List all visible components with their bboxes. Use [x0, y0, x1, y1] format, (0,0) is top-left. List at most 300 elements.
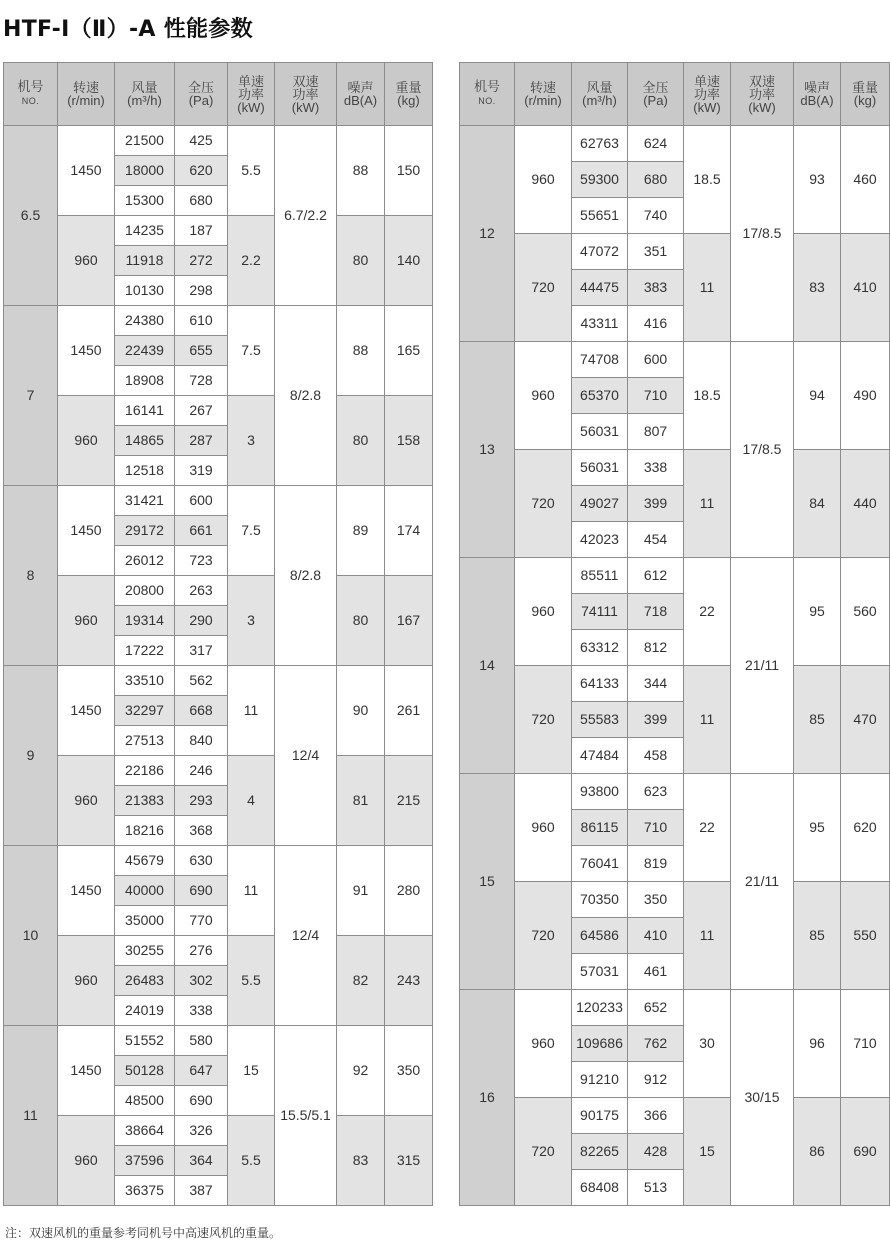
header-line: (r/min)	[67, 93, 105, 108]
pressure-value: 680	[628, 162, 684, 198]
pressure-value: 338	[175, 996, 228, 1026]
table-row	[4, 576, 433, 606]
airflow-value: 55651	[572, 198, 628, 234]
header-line: 功率	[693, 86, 720, 102]
weight-value: 174	[385, 486, 433, 576]
dual-speed-power: 8/2.8	[275, 306, 337, 486]
header-line: 单速	[237, 73, 264, 89]
pressure-value: 819	[628, 846, 684, 882]
single-speed-power: 18.5	[684, 126, 731, 234]
airflow-value: 22439	[115, 336, 175, 366]
noise-value: 91	[337, 846, 385, 936]
header-line: 重量	[851, 80, 878, 95]
footnote: 注：双速风机的重量参考同机号中高速风机的重量。	[5, 1226, 282, 1240]
airflow-value: 47484	[572, 738, 628, 774]
column-header	[228, 63, 275, 126]
airflow-value: 14865	[115, 426, 175, 456]
airflow-value: 51552	[115, 1026, 175, 1056]
single-speed-power: 15	[684, 1098, 731, 1206]
airflow-value: 10130	[115, 276, 175, 306]
header-line: 全压	[642, 80, 669, 95]
dual-speed-power: 21/11	[731, 774, 794, 990]
table-row	[460, 666, 890, 702]
airflow-value: 40000	[115, 876, 175, 906]
model-number: 13	[460, 342, 515, 558]
speed-rpm: 720	[515, 882, 572, 990]
table-row	[460, 234, 890, 270]
column-header	[115, 63, 175, 126]
noise-value: 95	[794, 558, 841, 666]
airflow-value: 26012	[115, 546, 175, 576]
single-speed-power: 30	[684, 990, 731, 1098]
pressure-value: 272	[175, 246, 228, 276]
airflow-value: 12518	[115, 456, 175, 486]
airflow-value: 15300	[115, 186, 175, 216]
header-line: (kW)	[693, 99, 721, 115]
single-speed-power: 22	[684, 774, 731, 882]
pressure-value: 652	[628, 990, 684, 1026]
airflow-value: 21383	[115, 786, 175, 816]
table-row	[4, 1116, 433, 1146]
pressure-value: 317	[175, 636, 228, 666]
pressure-value: 302	[175, 966, 228, 996]
header-line: (r/min)	[524, 93, 562, 108]
table-row	[460, 1098, 890, 1134]
pressure-value: 630	[175, 846, 228, 876]
noise-value: 81	[337, 756, 385, 846]
header-line: 机号	[473, 79, 500, 94]
speed-rpm: 720	[515, 666, 572, 774]
noise-value: 83	[794, 234, 841, 342]
table-row	[4, 216, 433, 246]
column-header	[275, 63, 337, 126]
header-line: 噪声	[347, 80, 374, 95]
performance-table-left	[3, 62, 433, 1206]
weight-value: 165	[385, 306, 433, 396]
pressure-value: 668	[175, 696, 228, 726]
header-line: 全压	[187, 80, 214, 95]
header-line: 双速	[292, 73, 319, 89]
header-line: (Pa)	[643, 93, 668, 108]
noise-value: 80	[337, 576, 385, 666]
pressure-value: 620	[175, 156, 228, 186]
airflow-value: 27513	[115, 726, 175, 756]
pressure-value: 718	[628, 594, 684, 630]
column-header	[731, 63, 794, 126]
model-number: 9	[4, 666, 58, 846]
header-line: (m³/h)	[582, 93, 617, 108]
table-header	[4, 63, 433, 126]
pressure-value: 655	[175, 336, 228, 366]
table-row	[4, 306, 433, 336]
noise-value: 85	[794, 882, 841, 990]
pressure-value: 425	[175, 126, 228, 156]
airflow-value: 82265	[572, 1134, 628, 1170]
column-header	[628, 63, 684, 126]
airflow-value: 21500	[115, 126, 175, 156]
single-speed-power: 7.5	[228, 306, 275, 396]
pressure-value: 710	[628, 378, 684, 414]
noise-value: 95	[794, 774, 841, 882]
airflow-value: 30255	[115, 936, 175, 966]
noise-value: 94	[794, 342, 841, 450]
table-row	[460, 990, 890, 1026]
header-line: (kg)	[397, 93, 420, 108]
airflow-value: 43311	[572, 306, 628, 342]
weight-value: 410	[841, 234, 890, 342]
pressure-value: 680	[175, 186, 228, 216]
speed-rpm: 720	[515, 1098, 572, 1206]
column-header	[460, 63, 515, 126]
pressure-value: 319	[175, 456, 228, 486]
table-row	[4, 486, 433, 516]
pressure-value: 267	[175, 396, 228, 426]
airflow-value: 56031	[572, 450, 628, 486]
noise-value: 82	[337, 936, 385, 1026]
table-row	[4, 756, 433, 786]
pressure-value: 600	[175, 486, 228, 516]
model-number: 16	[460, 990, 515, 1206]
header-line: dB(A)	[343, 93, 378, 108]
noise-value: 80	[337, 396, 385, 486]
model-number: 8	[4, 486, 58, 666]
airflow-value: 63312	[572, 630, 628, 666]
noise-value: 88	[337, 126, 385, 216]
pressure-value: 661	[175, 516, 228, 546]
airflow-value: 86115	[572, 810, 628, 846]
dual-speed-power: 21/11	[731, 558, 794, 774]
pressure-value: 399	[628, 486, 684, 522]
column-header	[337, 63, 385, 126]
table-header	[460, 63, 890, 126]
table-row	[4, 846, 433, 876]
dual-speed-power: 17/8.5	[731, 126, 794, 342]
pressure-value: 263	[175, 576, 228, 606]
single-speed-power: 11	[228, 666, 275, 756]
airflow-value: 70350	[572, 882, 628, 918]
weight-value: 215	[385, 756, 433, 846]
column-header	[572, 63, 628, 126]
airflow-value: 91210	[572, 1062, 628, 1098]
table-row	[4, 936, 433, 966]
airflow-value: 18908	[115, 366, 175, 396]
pressure-value: 383	[628, 270, 684, 306]
header-line: 功率	[237, 86, 264, 102]
airflow-value: 49027	[572, 486, 628, 522]
pressure-value: 366	[628, 1098, 684, 1134]
header-line: 风量	[586, 80, 613, 95]
table-row	[460, 882, 890, 918]
pressure-value: 454	[628, 522, 684, 558]
pressure-value: 710	[628, 810, 684, 846]
single-speed-power: 15	[228, 1026, 275, 1116]
single-speed-power: 5.5	[228, 936, 275, 1026]
pressure-value: 623	[628, 774, 684, 810]
weight-value: 710	[841, 990, 890, 1098]
airflow-value: 56031	[572, 414, 628, 450]
airflow-value: 47072	[572, 234, 628, 270]
single-speed-power: 3	[228, 576, 275, 666]
airflow-value: 14235	[115, 216, 175, 246]
pressure-value: 350	[628, 882, 684, 918]
single-speed-power: 18.5	[684, 342, 731, 450]
airflow-value: 57031	[572, 954, 628, 990]
airflow-value: 24380	[115, 306, 175, 336]
airflow-value: 76041	[572, 846, 628, 882]
noise-value: 83	[337, 1116, 385, 1206]
airflow-value: 59300	[572, 162, 628, 198]
pressure-value: 458	[628, 738, 684, 774]
pressure-value: 610	[175, 306, 228, 336]
single-speed-power: 5.5	[228, 1116, 275, 1206]
weight-value: 158	[385, 396, 433, 486]
model-number: 6.5	[4, 126, 58, 306]
airflow-value: 109686	[572, 1026, 628, 1062]
single-speed-power: 22	[684, 558, 731, 666]
airflow-value: 93800	[572, 774, 628, 810]
speed-rpm: 960	[58, 576, 115, 666]
airflow-value: 35000	[115, 906, 175, 936]
noise-value: 85	[794, 666, 841, 774]
speed-rpm: 960	[58, 396, 115, 486]
page-title: HTF-Ⅰ（Ⅱ）-A 性能参数	[3, 17, 253, 42]
noise-value: 93	[794, 126, 841, 234]
pressure-value: 344	[628, 666, 684, 702]
pressure-value: 690	[175, 1086, 228, 1116]
header-line: NO.	[21, 96, 40, 106]
airflow-value: 22186	[115, 756, 175, 786]
pressure-value: 246	[175, 756, 228, 786]
pressure-value: 723	[175, 546, 228, 576]
airflow-value: 33510	[115, 666, 175, 696]
airflow-value: 45679	[115, 846, 175, 876]
pressure-value: 187	[175, 216, 228, 246]
table-row	[4, 396, 433, 426]
airflow-value: 37596	[115, 1146, 175, 1176]
pressure-value: 612	[628, 558, 684, 594]
pressure-value: 326	[175, 1116, 228, 1146]
table-row	[4, 126, 433, 156]
single-speed-power: 11	[684, 450, 731, 558]
weight-value: 167	[385, 576, 433, 666]
pressure-value: 410	[628, 918, 684, 954]
pressure-value: 351	[628, 234, 684, 270]
speed-rpm: 960	[515, 774, 572, 882]
noise-value: 88	[337, 306, 385, 396]
table-row	[460, 450, 890, 486]
pressure-value: 416	[628, 306, 684, 342]
header-line: (kW)	[291, 99, 320, 115]
header-line: 双速	[748, 73, 775, 89]
column-header	[385, 63, 433, 126]
table-row	[460, 774, 890, 810]
single-speed-power: 5.5	[228, 126, 275, 216]
single-speed-power: 2.2	[228, 216, 275, 306]
dual-speed-power: 17/8.5	[731, 342, 794, 558]
noise-value: 89	[337, 486, 385, 576]
speed-rpm: 960	[515, 558, 572, 666]
table-row	[4, 666, 433, 696]
model-number: 11	[4, 1026, 58, 1206]
single-speed-power: 7.5	[228, 486, 275, 576]
weight-value: 460	[841, 126, 890, 234]
airflow-value: 64586	[572, 918, 628, 954]
speed-rpm: 960	[58, 1116, 115, 1206]
header-line: 单速	[693, 73, 720, 89]
pressure-value: 364	[175, 1146, 228, 1176]
pressure-value: 290	[175, 606, 228, 636]
airflow-value: 64133	[572, 666, 628, 702]
header-line: 噪声	[803, 80, 830, 95]
speed-rpm: 1450	[58, 306, 115, 396]
single-speed-power: 11	[684, 234, 731, 342]
airflow-value: 19314	[115, 606, 175, 636]
column-header	[794, 63, 841, 126]
pressure-value: 728	[175, 366, 228, 396]
airflow-value: 32297	[115, 696, 175, 726]
column-header	[58, 63, 115, 126]
single-speed-power: 11	[228, 846, 275, 936]
header-line: 功率	[748, 86, 775, 102]
pressure-value: 812	[628, 630, 684, 666]
pressure-value: 912	[628, 1062, 684, 1098]
pressure-value: 461	[628, 954, 684, 990]
noise-value: 92	[337, 1026, 385, 1116]
noise-value: 84	[794, 450, 841, 558]
model-number: 10	[4, 846, 58, 1026]
speed-rpm: 1450	[58, 486, 115, 576]
pressure-value: 513	[628, 1170, 684, 1206]
weight-value: 560	[841, 558, 890, 666]
pressure-value: 428	[628, 1134, 684, 1170]
single-speed-power: 11	[684, 882, 731, 990]
header-line: (kg)	[853, 93, 877, 108]
airflow-value: 16141	[115, 396, 175, 426]
airflow-value: 36375	[115, 1176, 175, 1206]
airflow-value: 20800	[115, 576, 175, 606]
model-number: 14	[460, 558, 515, 774]
airflow-value: 48500	[115, 1086, 175, 1116]
pressure-value: 293	[175, 786, 228, 816]
weight-value: 550	[841, 882, 890, 990]
airflow-value: 11918	[115, 246, 175, 276]
airflow-value: 90175	[572, 1098, 628, 1134]
speed-rpm: 1450	[58, 666, 115, 756]
speed-rpm: 960	[58, 936, 115, 1026]
pressure-value: 690	[175, 876, 228, 906]
weight-value: 490	[841, 342, 890, 450]
speed-rpm: 960	[515, 990, 572, 1098]
airflow-value: 44475	[572, 270, 628, 306]
airflow-value: 50128	[115, 1056, 175, 1086]
airflow-value: 65370	[572, 378, 628, 414]
weight-value: 261	[385, 666, 433, 756]
weight-value: 440	[841, 450, 890, 558]
header-line: 重量	[395, 80, 422, 95]
airflow-value: 26483	[115, 966, 175, 996]
weight-value: 280	[385, 846, 433, 936]
header-line: (Pa)	[188, 93, 214, 108]
table-row	[460, 342, 890, 378]
model-number: 7	[4, 306, 58, 486]
pressure-value: 580	[175, 1026, 228, 1056]
dual-speed-power: 6.7/2.2	[275, 126, 337, 306]
airflow-value: 18216	[115, 816, 175, 846]
column-header	[684, 63, 731, 126]
dual-speed-power: 8/2.8	[275, 486, 337, 666]
speed-rpm: 960	[515, 126, 572, 234]
header-line: 转速	[529, 80, 556, 95]
header-line: (m³/h)	[127, 93, 162, 108]
speed-rpm: 1450	[58, 1026, 115, 1116]
pressure-value: 740	[628, 198, 684, 234]
table-row	[460, 558, 890, 594]
airflow-value: 17222	[115, 636, 175, 666]
header-line: 功率	[292, 86, 319, 102]
pressure-value: 647	[175, 1056, 228, 1086]
column-header	[175, 63, 228, 126]
pressure-value: 399	[628, 702, 684, 738]
speed-rpm: 960	[58, 756, 115, 846]
header-line: 转速	[72, 80, 99, 95]
weight-value: 470	[841, 666, 890, 774]
noise-value: 96	[794, 990, 841, 1098]
pressure-value: 600	[628, 342, 684, 378]
noise-value: 90	[337, 666, 385, 756]
dual-speed-power: 30/15	[731, 990, 794, 1206]
speed-rpm: 960	[58, 216, 115, 306]
pressure-value: 562	[175, 666, 228, 696]
pressure-value: 368	[175, 816, 228, 846]
weight-value: 350	[385, 1026, 433, 1116]
header-line: (kW)	[237, 99, 265, 115]
pressure-value: 287	[175, 426, 228, 456]
airflow-value: 74708	[572, 342, 628, 378]
airflow-value: 31421	[115, 486, 175, 516]
header-line: 风量	[131, 80, 158, 95]
pressure-value: 840	[175, 726, 228, 756]
speed-rpm: 1450	[58, 846, 115, 936]
weight-value: 690	[841, 1098, 890, 1206]
pressure-value: 770	[175, 906, 228, 936]
header-line: NO.	[478, 96, 496, 106]
single-speed-power: 4	[228, 756, 275, 846]
table-row	[460, 126, 890, 162]
pressure-value: 276	[175, 936, 228, 966]
airflow-value: 38664	[115, 1116, 175, 1146]
pressure-value: 298	[175, 276, 228, 306]
airflow-value: 29172	[115, 516, 175, 546]
speed-rpm: 720	[515, 234, 572, 342]
weight-value: 243	[385, 936, 433, 1026]
dual-speed-power: 12/4	[275, 846, 337, 1026]
model-number: 12	[460, 126, 515, 342]
airflow-value: 62763	[572, 126, 628, 162]
table-row	[4, 1026, 433, 1056]
pressure-value: 387	[175, 1176, 228, 1206]
header-line: 机号	[17, 79, 44, 94]
pressure-value: 338	[628, 450, 684, 486]
pressure-value: 807	[628, 414, 684, 450]
airflow-value: 68408	[572, 1170, 628, 1206]
speed-rpm: 720	[515, 450, 572, 558]
airflow-value: 55583	[572, 702, 628, 738]
weight-value: 620	[841, 774, 890, 882]
column-header	[4, 63, 58, 126]
weight-value: 315	[385, 1116, 433, 1206]
noise-value: 80	[337, 216, 385, 306]
header-line: dB(A)	[800, 93, 834, 108]
